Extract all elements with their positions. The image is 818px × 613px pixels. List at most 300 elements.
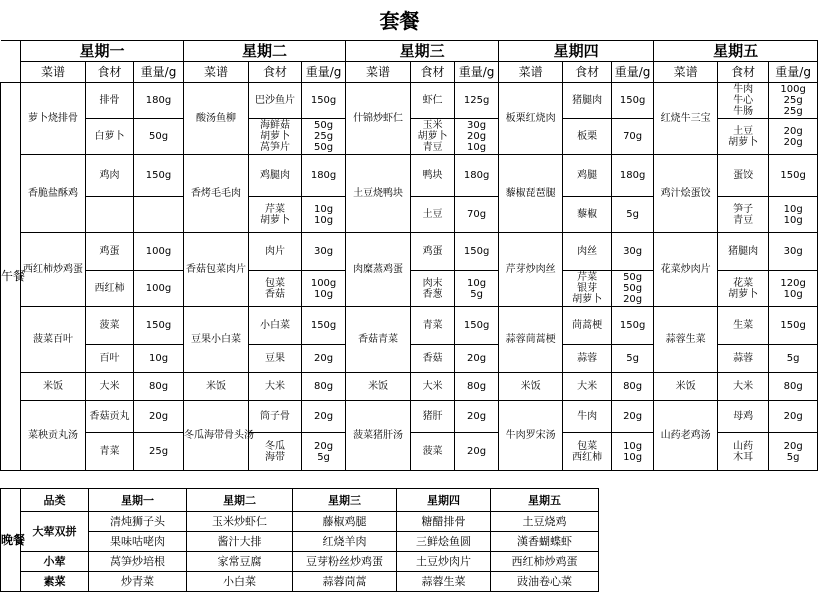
dish-name: 萝卜烧排骨 [21,83,86,155]
weight-cell [134,345,184,373]
ingredient-cell [86,119,134,155]
ingredient: 胡萝卜 [572,294,603,305]
ingredient: 大米 [577,381,598,392]
dish-name: 菠菜猪肝汤 [346,401,411,471]
ingredient: 小白菜 [260,320,291,331]
ingredient-cell [86,307,134,345]
ingredient: 鸡腿肉 [260,170,291,181]
ingredient-cell [249,433,302,471]
category-label: 大荤双拼 [21,512,89,552]
ingredient-cell [86,155,134,197]
ingredient-cell [411,307,455,345]
ingredient: 芹菜 [577,272,598,283]
weight-cell [302,119,346,155]
weight-cell [769,155,818,197]
ingredient-cell [411,345,455,373]
ingredient: 胡萝卜 [728,288,759,300]
weight-cell [302,83,346,119]
weight: 50g [148,131,169,142]
weight: 10g [783,203,803,215]
dish-name: 什锦炒虾仁 [346,83,411,155]
dish-name: 鸡汁烩蛋饺 [654,155,718,233]
dish-name: 香菇青菜 [346,307,411,373]
dish-name: 花菜炒肉片 [654,233,718,307]
ingredient: 香菇贡丸 [89,411,130,422]
dish-name: 菠菜百叶 [21,307,86,373]
dinner-dish: 炒青菜 [89,572,187,592]
ingredient: 猪腿肉 [728,246,759,257]
weight-cell [455,401,499,433]
weight: 70g [623,131,643,142]
ingredient: 胡萝卜 [417,131,448,142]
ingredient: 大米 [733,381,754,392]
ingredient-cell [411,155,455,197]
ingredient: 鸡蛋 [422,246,443,257]
weight: 10g [314,288,334,300]
day-header: 星期三 [346,41,499,62]
dish-col-header: 菜谱 [21,62,86,83]
weight-cell [134,233,184,271]
dish-name: 蒜蓉生菜 [654,307,718,373]
dinner-day-header: 星期三 [293,489,397,512]
ingredient: 百叶 [99,353,120,364]
weight-cell [455,271,499,307]
ingredient-cell [249,155,302,197]
ingredient: 鸡腿 [577,170,598,181]
ingredient-col-header: 食材 [249,62,302,83]
ingredient: 鸭块 [422,170,443,181]
weight: 50g [623,283,643,294]
weight-cell [769,401,818,433]
day-header: 星期五 [654,41,818,62]
ingredient: 西红柿 [94,283,125,294]
ingredient-cell [86,433,134,471]
weight-cell [134,83,184,119]
weight-cell [302,197,346,233]
weight: 100g [145,283,172,294]
ingredient-cell [249,233,302,271]
dish-name: 蒜蓉茼蒿梗 [499,307,563,373]
ingredient: 茼蒿梗 [572,320,603,331]
weight: 10g [783,288,803,300]
ingredient-cell [86,345,134,373]
weight-cell [612,307,654,345]
dinner-dish: 糖醋排骨 [397,512,491,532]
weight-cell [302,155,346,197]
ingredient: 生菜 [733,320,754,331]
weight: 20g [467,446,487,457]
weight: 150g [619,95,646,106]
dish-col-header: 菜谱 [654,62,718,83]
ingredient: 菠菜 [422,446,443,457]
weight-cell [134,433,184,471]
ingredient: 香葱 [422,288,443,300]
weight-cell [769,119,818,155]
dinner-dish: 豆芽粉丝炒鸡蛋 [293,552,397,572]
dish-name: 土豆烧鸭块 [346,155,411,233]
ingredient: 胡萝卜 [260,131,291,142]
ingredient: 大米 [99,381,120,392]
day-header: 星期二 [184,41,346,62]
weight: 20g [783,440,803,452]
ingredient-col-header: 食材 [411,62,455,83]
dinner-dish: 莴笋炒培根 [89,552,187,572]
weight-cell [769,345,818,373]
dinner-dish: 家常豆腐 [187,552,293,572]
weight: 80g [148,381,169,392]
weight-cell [612,373,654,401]
dish-name: 冬瓜海带骨头汤 [184,401,249,471]
dish-name: 米饭 [654,373,718,401]
weight: 10g [148,353,169,364]
ingredient: 大米 [265,381,286,392]
ingredient-cell [249,345,302,373]
weight: 180g [310,170,337,181]
ingredient-col-header: 食材 [718,62,769,83]
dinner-dish: 蒜蓉茼蒿 [293,572,397,592]
dinner-dish: 三鲜烩鱼圆 [397,532,491,552]
dinner-dish: 果味咕咾肉 [89,532,187,552]
ingredient: 排骨 [99,95,120,106]
ingredient: 蒜蓉 [577,353,598,364]
weight-cell [302,307,346,345]
ingredient: 花菜 [733,277,754,289]
ingredient: 肉末 [422,277,443,289]
page-title: 套餐 [379,9,420,33]
ingredient-cell [249,197,302,233]
ingredient-cell [563,345,612,373]
ingredient-cell [86,373,134,401]
weight: 5g [470,288,483,300]
weight: 20g [314,440,334,452]
weight-cell [302,401,346,433]
ingredient-cell [718,307,769,345]
weight: 10g [783,214,803,226]
weight: 5g [626,353,639,364]
ingredient-cell [86,271,134,307]
weight-cell [302,233,346,271]
weight: 120g [780,277,806,289]
weight-cell [455,83,499,119]
ingredient-col-header: 食材 [86,62,134,83]
weight: 25g [314,131,334,142]
weight: 20g [467,353,487,364]
ingredient: 芹菜 [265,203,286,215]
ingredient: 木耳 [733,451,754,463]
weight: 80g [623,381,643,392]
ingredient-cell [249,271,302,307]
dinner-dish: 酱汁大排 [187,532,293,552]
ingredient-cell [411,197,455,233]
ingredient: 板栗 [577,131,598,142]
ingredient-cell [718,155,769,197]
weight-cell [455,233,499,271]
ingredient-cell [718,83,769,119]
weight-cell [455,155,499,197]
weight-col-header: 重量/g [612,62,654,83]
weight-col-header: 重量/g [134,62,184,83]
weight-cell [455,197,499,233]
corner-cell [1,41,21,83]
ingredient: 莴笋片 [260,142,291,153]
dinner-day-header: 星期一 [89,489,187,512]
dish-name: 菜秧贡丸汤 [21,401,86,471]
ingredient-cell [411,233,455,271]
weight-cell [612,345,654,373]
weight-cell [612,401,654,433]
ingredient: 香菇 [422,353,443,364]
weight: 5g [626,209,639,220]
dinner-dish: 小白菜 [187,572,293,592]
ingredient: 虾仁 [422,95,443,106]
weight-cell [134,373,184,401]
ingredient-cell [249,401,302,433]
weight: 10g [467,142,487,153]
ingredient: 包菜 [265,277,286,289]
dish-name: 西红柿炒鸡蛋 [21,233,86,307]
weight-cell [769,197,818,233]
ingredient-cell [411,373,455,401]
weight: 100g [145,246,172,257]
category-header: 品类 [21,489,89,512]
ingredient-cell [718,119,769,155]
weight-cell [302,345,346,373]
weight: 25g [783,95,803,106]
weight: 180g [619,170,646,181]
weight: 5g [786,353,800,364]
ingredient-cell [718,197,769,233]
dish-name: 香烤毛毛肉 [184,155,249,233]
weight-cell [612,197,654,233]
weight: 20g [783,136,803,148]
ingredient: 牛肉 [577,411,598,422]
weight: 20g [783,125,803,137]
ingredient-cell [718,433,769,471]
weight: 25g [148,446,169,457]
ingredient: 胡萝卜 [260,214,291,226]
weight-col-header: 重量/g [302,62,346,83]
weight-cell [455,307,499,345]
dish-col-header: 菜谱 [499,62,563,83]
ingredient: 香菇 [265,288,286,300]
weight-cell [769,373,818,401]
weight: 125g [463,95,490,106]
weight: 80g [314,381,334,392]
ingredient-cell [411,119,455,155]
weight: 5g [317,451,330,463]
dinner-day-header: 星期五 [491,489,599,512]
ingredient-cell [249,83,302,119]
ingredient: 冬瓜 [265,440,286,452]
weight-cell [302,433,346,471]
ingredient-cell [411,83,455,119]
weight-cell [612,433,654,471]
ingredient: 肉丝 [577,246,598,257]
dish-name: 牛肉罗宋汤 [499,401,563,471]
dinner-dish: 豉油卷心菜 [491,572,599,592]
ingredient-cell [411,433,455,471]
ingredient: 筒子骨 [260,411,291,422]
weight: 150g [145,170,172,181]
day-header: 星期一 [21,41,184,62]
ingredient-cell [563,271,612,307]
ingredient: 蛋饺 [733,170,754,181]
dish-name: 山药老鸡汤 [654,401,718,471]
dinner-table [0,488,599,592]
weight-cell [455,433,499,471]
weight-cell [455,119,499,155]
weight: 5g [786,451,800,463]
weight-cell [134,155,184,197]
dinner-day-header: 星期四 [397,489,491,512]
dish-name: 肉糜蒸鸡蛋 [346,233,411,307]
ingredient-cell [563,401,612,433]
ingredient: 菠菜 [99,320,120,331]
weight: 150g [463,246,490,257]
ingredient: 玉米 [422,120,443,131]
weight: 10g [623,440,643,452]
ingredient: 母鸡 [733,411,754,422]
ingredient: 白萝卜 [94,131,125,142]
dinner-dish: 藤椒鸡腿 [293,512,397,532]
category-label: 素菜 [21,572,89,592]
dish-name: 米饭 [21,373,86,401]
ingredient-cell [563,373,612,401]
weight-cell [302,373,346,401]
weight-cell [769,433,818,471]
weight: 20g [623,294,643,305]
weight-cell [769,233,818,271]
ingredient-cell [86,83,134,119]
ingredient: 西红柿 [572,451,603,463]
weight: 10g [314,214,334,226]
ingredient-col-header: 食材 [563,62,612,83]
ingredient: 海带 [265,451,286,463]
weight: 30g [783,246,803,257]
ingredient: 笋子 [733,203,754,215]
dish-name: 红烧牛三宝 [654,83,718,155]
ingredient-cell [411,401,455,433]
ingredient: 豆果 [265,353,286,364]
ingredient: 山药 [733,440,754,452]
ingredient-cell [563,155,612,197]
dinner-dish: 土豆烧鸡 [491,512,599,532]
ingredient-cell [718,345,769,373]
ingredient: 牛心 [733,95,754,106]
ingredient: 银芽 [577,283,598,294]
ingredient: 猪腿肉 [572,95,603,106]
ingredient-cell [249,373,302,401]
ingredient: 海鲜菇 [260,120,291,131]
dish-name: 板栗红烧肉 [499,83,563,155]
dish-name: 酸汤鱼柳 [184,83,249,155]
dish-col-header: 菜谱 [346,62,411,83]
ingredient: 大米 [422,381,443,392]
weight-cell [302,271,346,307]
dish-name: 香菇包菜肉片 [184,233,249,307]
dish-name: 米饭 [184,373,249,401]
weight-cell [612,233,654,271]
weight-cell [134,307,184,345]
ingredient: 包菜 [577,440,598,452]
weight: 150g [780,170,806,181]
ingredient: 青豆 [422,142,443,153]
weight-cell [612,271,654,307]
weight: 20g [623,411,643,422]
ingredient-cell [249,307,302,345]
ingredient: 肉片 [265,246,286,257]
weight: 100g [310,277,337,289]
dish-name: 米饭 [346,373,411,401]
ingredient-cell [563,433,612,471]
dinner-dish: 清炖狮子头 [89,512,187,532]
ingredient-cell [86,197,134,233]
dinner-dish: 土豆炒肉片 [397,552,491,572]
ingredient: 青菜 [422,320,443,331]
weight: 20g [467,131,487,142]
weight: 20g [467,411,487,422]
dish-name: 米饭 [499,373,563,401]
weight-cell [769,83,818,119]
weight-col-header: 重量/g [769,62,818,83]
weight: 150g [780,320,806,331]
ingredient-cell [563,233,612,271]
ingredient-cell [411,271,455,307]
day-header: 星期四 [499,41,654,62]
ingredient-cell [249,119,302,155]
weight-cell [769,271,818,307]
dinner-dish: 蒜蓉生菜 [397,572,491,592]
weight: 180g [463,170,490,181]
weight: 30g [467,120,487,131]
ingredient: 鸡蛋 [99,246,120,257]
weight: 10g [623,451,643,463]
ingredient: 青菜 [99,446,120,457]
weight: 80g [467,381,487,392]
weight-cell [612,119,654,155]
dinner-day-header: 星期二 [187,489,293,512]
ingredient-cell [718,271,769,307]
weight-cell [134,401,184,433]
ingredient: 胡萝卜 [728,136,759,148]
ingredient-cell [86,233,134,271]
dish-name: 豆果小白菜 [184,307,249,373]
dish-name: 芹芽炒肉丝 [499,233,563,307]
weight-cell [134,271,184,307]
ingredient-cell [718,401,769,433]
ingredient: 土豆 [733,125,754,137]
dinner-dish: 西红柿炒鸡蛋 [491,552,599,572]
ingredient-cell [86,401,134,433]
ingredient: 土豆 [422,209,443,220]
weight: 150g [145,320,172,331]
ingredient-cell [563,83,612,119]
dinner-dish: 漢香蝴蝶虾 [491,532,599,552]
ingredient: 藜椒 [577,209,598,220]
weight: 50g [314,120,334,131]
weight: 25g [783,106,803,117]
ingredient: 猪肝 [422,411,443,422]
weight: 30g [623,246,643,257]
weight: 20g [314,411,334,422]
weight-cell [455,373,499,401]
ingredient-cell [563,197,612,233]
ingredient: 牛肉 [733,84,754,95]
ingredient: 鸡肉 [99,170,120,181]
category-label: 小荤 [21,552,89,572]
lunch-label: 午餐 [1,83,21,471]
weight: 10g [467,277,487,289]
